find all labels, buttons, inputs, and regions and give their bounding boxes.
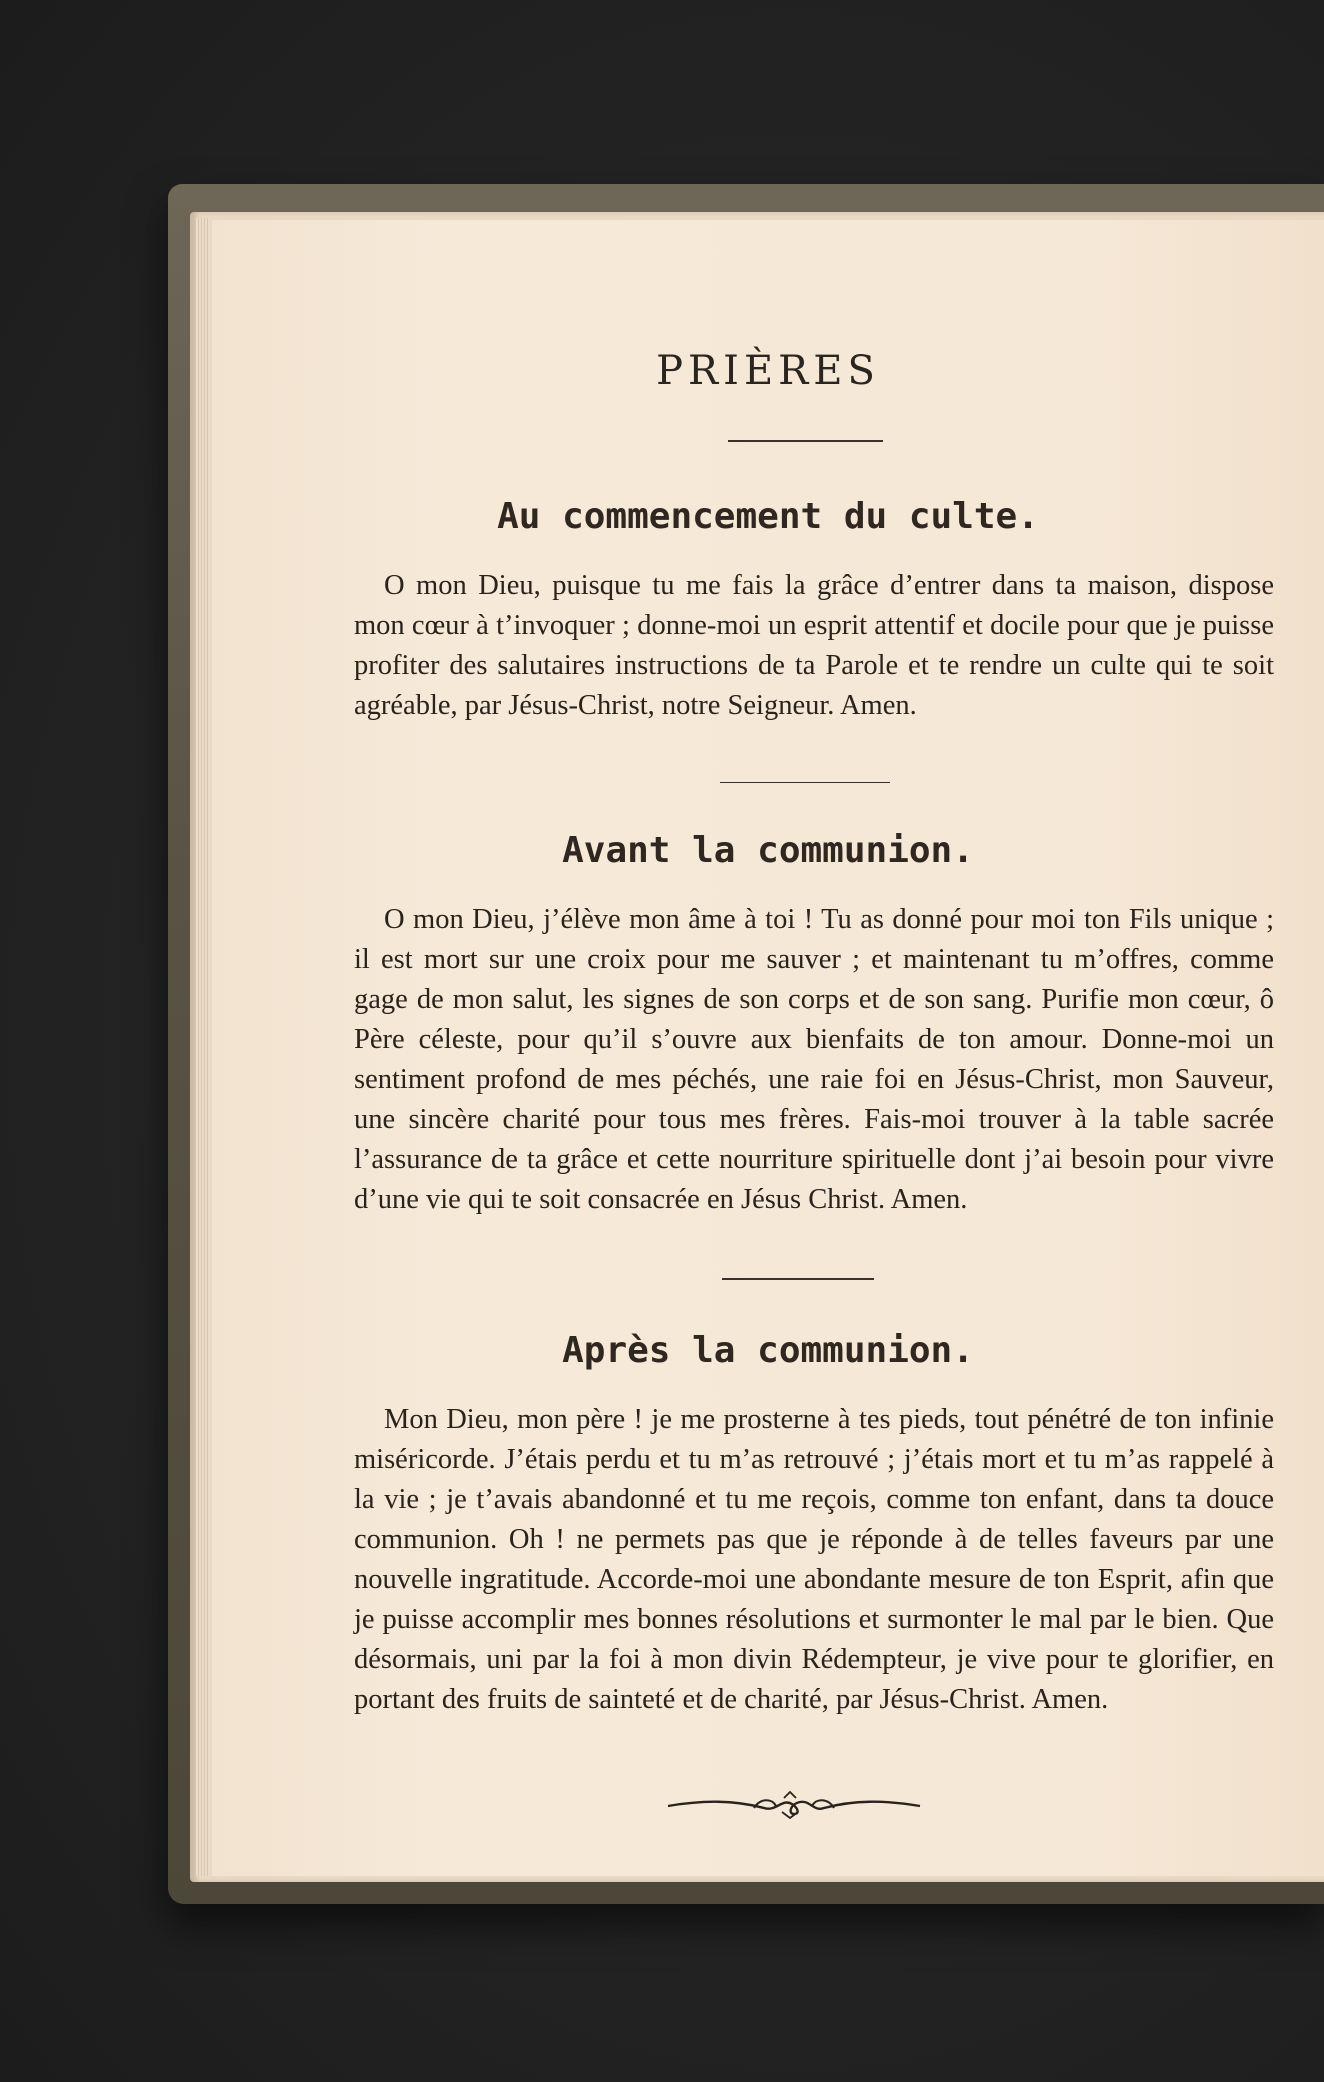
section-heading-1: Au commencement du culte. — [497, 496, 1039, 537]
section-heading-2: Avant la communion. — [562, 830, 974, 871]
page-title: PRIÈRES — [656, 348, 880, 394]
section-text-2: O mon Dieu, j’élève mon âme à toi ! Tu as donné pour moi ton Fils unique ; il est mort sur une croix pour me sauver ; et maintenant tu m’offres, comme gage de mon salut, les signes de son corps et de son sang. Purifie mon cœur, ô Père céleste, pour qu’il s’ouvre aux bienfaits de ton amour. Donne-moi un sentiment profond de mes péchés, une raie foi en Jésus-Christ, mon Sauveur, une sincère charité pour tous mes frères. Fais-moi trouver à la table sacrée l’assurance de ta grâce et cette nourriture spirituelle dont j’ai besoin pour vivre d’une vie qui te soit consacrée en Jésus Christ. Amen. — [354, 904, 1274, 1215]
section-divider-2 — [722, 1278, 874, 1280]
title-divider — [728, 440, 883, 442]
ornament-flourish-icon — [664, 1790, 924, 1820]
section-heading-3: Après la communion. — [562, 1330, 974, 1371]
section-text-3: Mon Dieu, mon père ! je me prosterne à tes pieds, tout pénétré de ton infinie miséricorde. J’étais perdu et tu m’as retrouvé ; j’étais mort et tu m’as rappelé à la vie ; je t’avais abandonné et tu me reçois, comme ton enfant, dans ta douce communion. Oh ! ne permets pas que je réponde à de telles faveurs par une nouvelle ingratitude. Accorde-moi une abondante mesure de ton Esprit, afin que je puisse accomplir mes bonnes résolutions et surmonter le mal par le bien. Que désormais, uni par la foi à mon divin Rédempteur, je vive pour te glorifier, en portant des fruits de sainteté et de charité, par Jésus-Christ. Amen. — [354, 1404, 1274, 1715]
section-text-1: O mon Dieu, puisque tu me fais la grâce d’entrer dans ta maison, dispose mon cœur à t’invoquer ; donne-moi un esprit attentif et docile pour que je puisse profiter des salutaires instructions de ta Parole et te rendre un culte qui te soit agréable, par Jésus-Christ, notre Seigneur. Amen. — [354, 570, 1274, 721]
book-page — [212, 220, 1324, 1876]
section-divider-1 — [720, 782, 890, 783]
